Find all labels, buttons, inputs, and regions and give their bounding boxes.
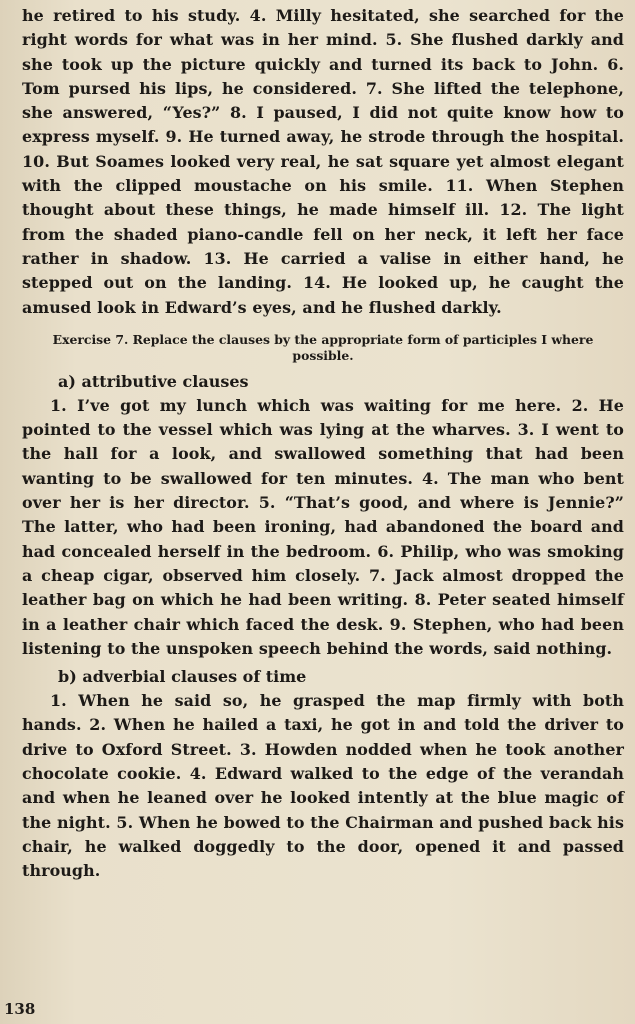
section-b-text: 1. When he said so, he grasped the map firmly with both hands. 2. When he hailed a taxi, he got in and told the driver to drive to Oxford Street. 3. Howden nodded when he took another chocolate cookie. 4. Edward walked to the edge of the verandah and when he leaned over he looked intently at the blue magic of the night. 5. When he bowed to the Chairman and pushed back his chair, he walked doggedly to the door, opened it and passed through. bbox=[22, 691, 624, 881]
section-a-heading: a) attributive clauses bbox=[58, 371, 249, 391]
page-content bbox=[22, 4, 624, 884]
page-number: 138 bbox=[4, 1000, 36, 1018]
section-b-heading: b) adverbial clauses of time bbox=[58, 667, 307, 687]
top-paragraph: he retired to his study. 4. Milly hesitated, she searched for the right words for what was in her mind. 5. She flushed darkly and she took up the picture quickly and turned its back to John. 6. Tom pursed his lips, he considered. 7. She lifted the telephone, she answered, “Yes?” 8. I paused, I did not quite know how to express myself. 9. He turned away, he strode through the hospital. 10. But Soames looked very real, he sat square yet almost elegant with the clipped moustache on his smile. 11. When Stephen thought about these things, he made himself ill. 12. The light from the shaded piano-candle fell on her neck, it left her face rather in shadow. 13. He carried a valise in either hand, he stepped out on the landing. 14. He looked up, he caught the amused look in Edward’s eyes, and he flushed darkly. bbox=[22, 6, 624, 317]
exercise-title: Exercise 7. Replace the clauses by the appropriate form of participles I where possible. bbox=[52, 331, 594, 363]
section-a-text: 1. I’ve got my lunch which was waiting for me here. 2. He pointed to the vessel which was lying at the wharves. 3. I went to the hall for a look, and swallowed something that had been wanting to be swallowed for ten minutes. 4. The man who bent over her is her director. 5. “That’s good, and where is Jennie?” The latter, who had been ironing, had abandoned the board and had concealed herself in the bedroom. 6. Philip, who was smoking a cheap cigar, observed him closely. 7. Jack almost dropped the leather bag on which he had been writing. 8. Peter seated himself in a leather chair which faced the desk. 9. Stephen, who had been listening to the unspoken speech behind the words, said nothing. bbox=[22, 395, 624, 658]
